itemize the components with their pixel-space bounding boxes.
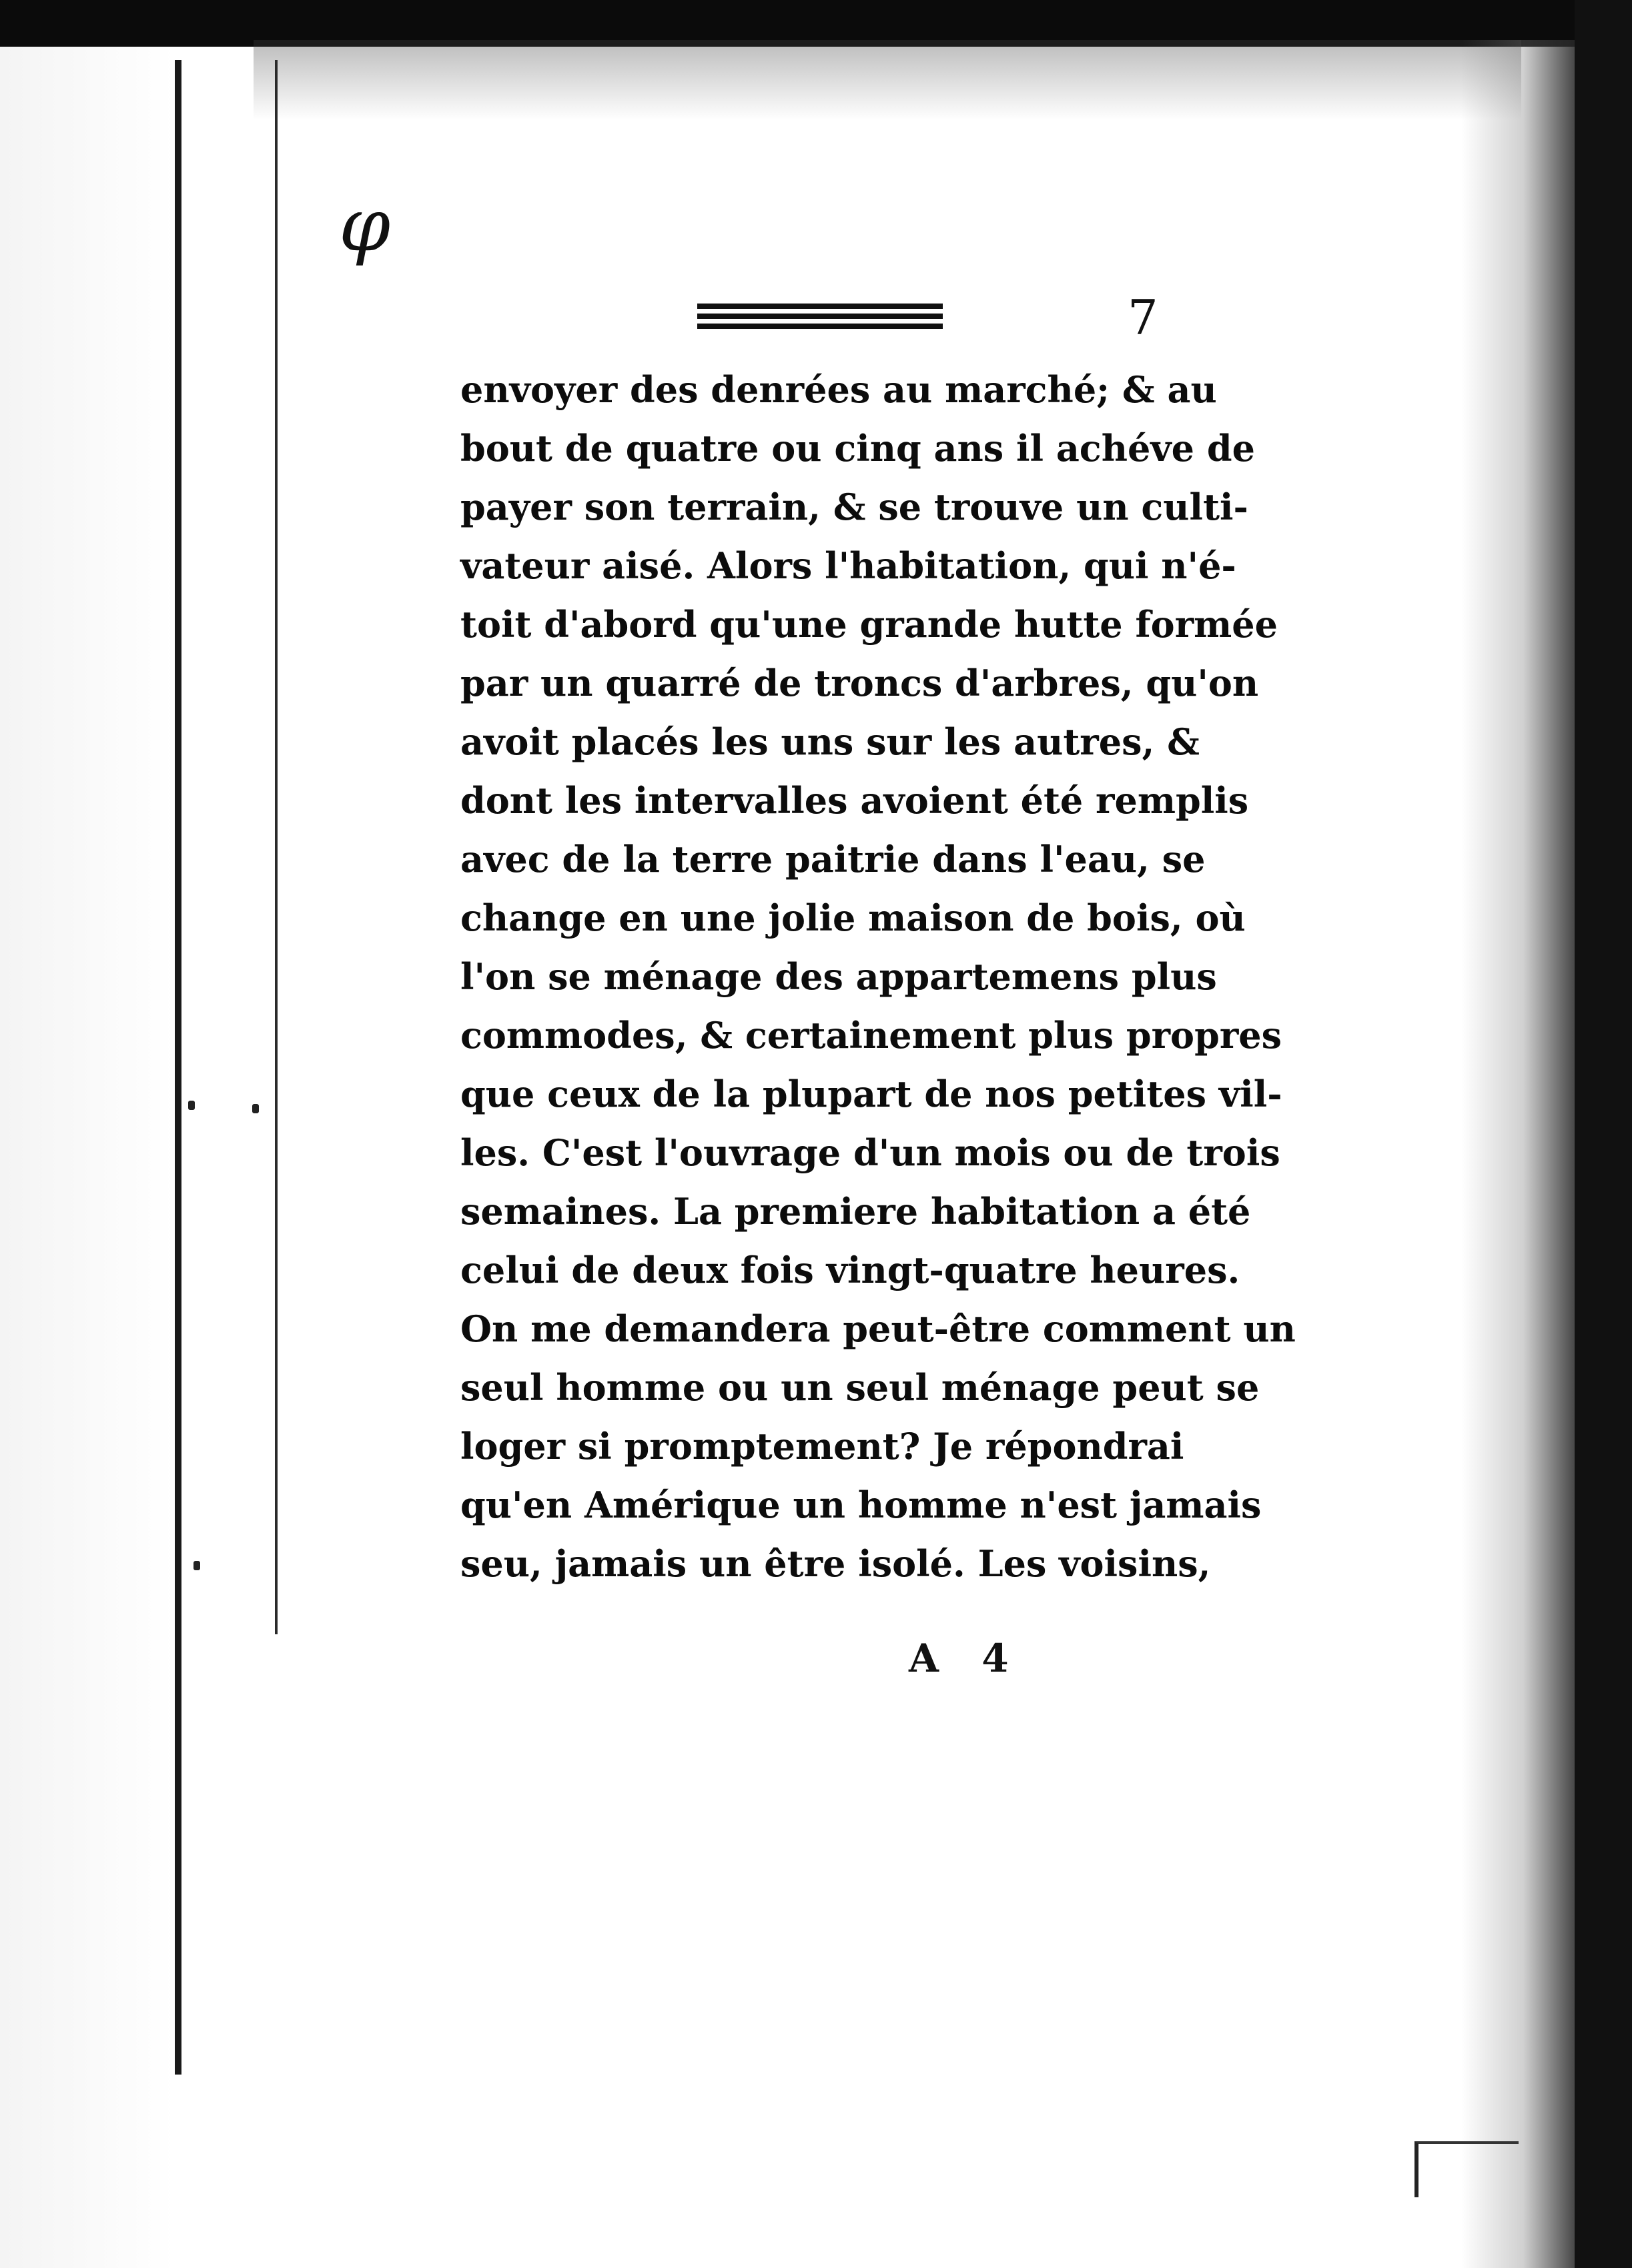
text-line: celui de deux fois vingt-quatre heures. [460, 1249, 1240, 1291]
rule-line [697, 304, 943, 309]
text-line: commodes, & certainement plus propres [460, 1014, 1282, 1057]
marginal-speck [188, 1101, 195, 1110]
text-line: seu, jamais un être isolé. Les voisins, [460, 1542, 1211, 1585]
rule-line [697, 314, 943, 319]
text-line: avec de la terre paitrie dans l'eau, se [460, 838, 1206, 881]
text-line: avoit placés les uns sur les autres, & [460, 720, 1200, 763]
rule-line [697, 324, 943, 329]
text-line: loger si promptement? Je répondrai [460, 1425, 1184, 1468]
top-edge-shadow [254, 40, 1521, 120]
text-line: dont les intervalles avoient été remplis [460, 779, 1249, 822]
head-rule [697, 304, 943, 330]
text-line: payer son terrain, & se trouve un culti- [460, 486, 1248, 528]
text-line: toit d'abord qu'une grande hutte formée [460, 603, 1278, 646]
marginal-speck [193, 1561, 200, 1570]
gutter-line-inner [275, 60, 278, 1634]
page-edge-shadow [1461, 40, 1575, 2268]
body-text [460, 360, 1296, 1593]
signature-mark: A 4 [909, 1636, 1024, 1681]
text-line: bout de quatre ou cinq ans il achéve de [460, 427, 1255, 470]
text-line: semaines. La premiere habitation a été [460, 1190, 1251, 1233]
text-line: On me demandera peut-être comment un [460, 1307, 1296, 1350]
text-line: seul homme ou un seul ménage peut se [460, 1366, 1260, 1409]
corner-mark [1414, 2141, 1519, 2197]
gutter-line [175, 60, 181, 2075]
text-line: l'on se ménage des appartemens plus [460, 955, 1217, 998]
text-line: envoyer des denrées au marché; & au [460, 368, 1217, 411]
scan-border-right [1575, 0, 1632, 2268]
text-line: par un quarré de troncs d'arbres, qu'on [460, 662, 1259, 704]
text-line: vateur aisé. Alors l'habitation, qui n'é- [460, 544, 1236, 587]
text-line: qu'en Amérique un homme n'est jamais [460, 1484, 1262, 1526]
marginal-speck [252, 1104, 259, 1113]
left-margin [0, 47, 175, 2268]
text-line: que ceux de la plupart de nos petites vil- [460, 1073, 1282, 1115]
page-number: 7 [1128, 290, 1158, 346]
handwritten-margin-mark: φ [339, 182, 391, 267]
text-line: les. C'est l'ouvrage d'un mois ou de trois [460, 1131, 1280, 1174]
text-line: change en une jolie maison de bois, où [460, 897, 1246, 939]
